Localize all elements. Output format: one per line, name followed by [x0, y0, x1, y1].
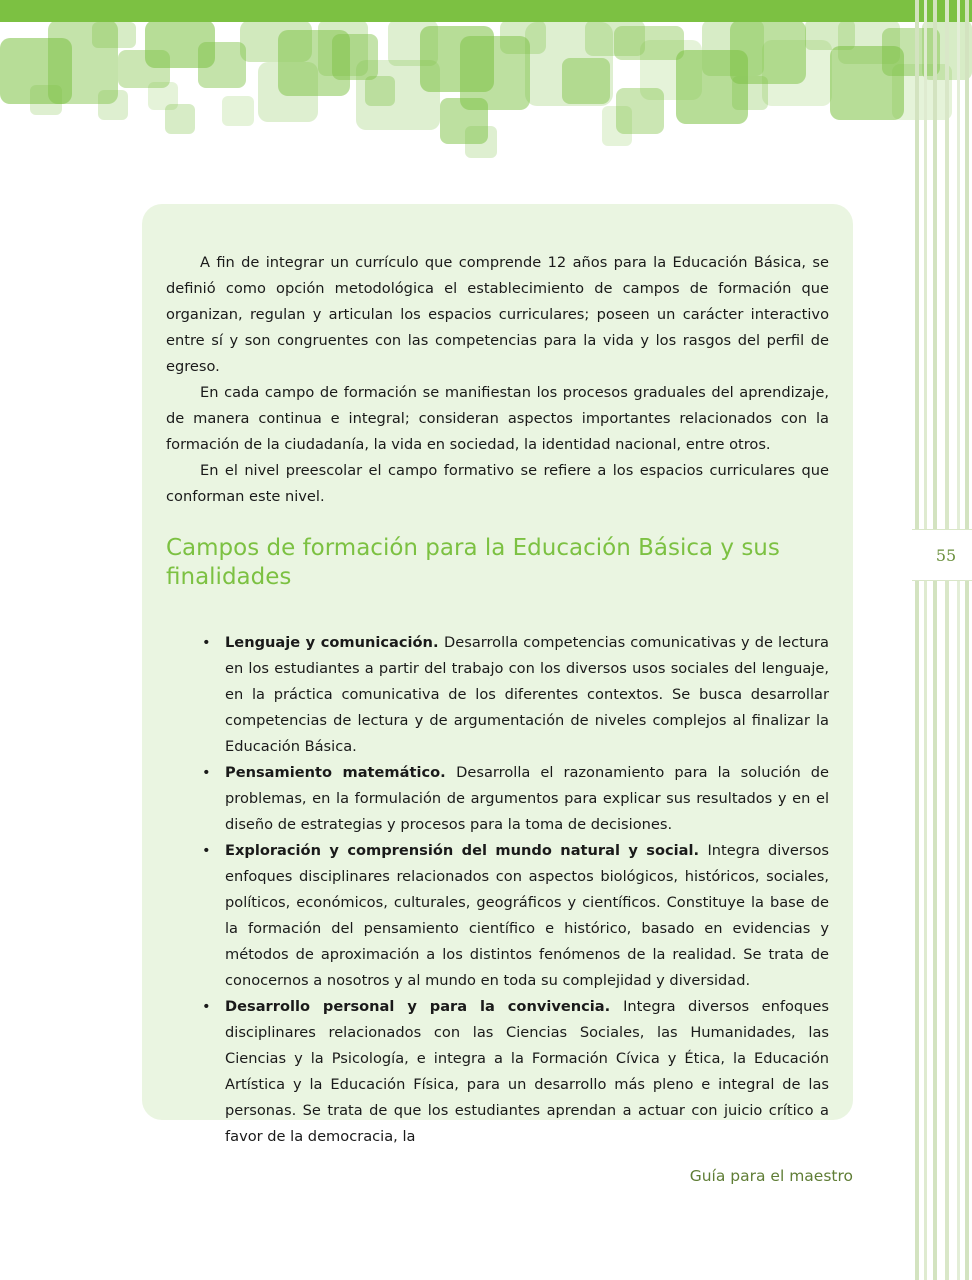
page-number: 55	[935, 545, 957, 565]
bullet-icon: •	[202, 998, 211, 1015]
list-item	[166, 760, 829, 838]
paragraph: En el nivel preescolar el campo formativo se refiere a los espacios curriculares que conforman este nivel.	[166, 462, 829, 505]
list-item-text: Integra diversos enfoques disciplinares relacionados con las Ciencias Sociales, las Humanidades, las Ciencias y la Psicología, e integra a la Formación Cívica y Ética, la Educación Artística y la Educación Física, para un desarrollo más pleno e integral de las personas. Se trata de que los estudiantes aprendan a actuar con juicio crítico a favor de la democracia, la	[225, 998, 829, 1145]
list-item	[166, 994, 829, 1150]
section-title: Campos de formación para la Educación Básica y sus finalidades	[166, 535, 780, 590]
paragraph: En cada campo de formación se manifiestan los procesos graduales del aprendizaje, de manera continua e integral; consideran aspectos importantes relacionados con la formación de la ciudadanía, la vida en sociedad, la identidad nacional, entre otros.	[166, 384, 829, 453]
list-item-text: Desarrolla competencias comunicativas y de lectura en los estudiantes a partir del trabajo con los diversos usos sociales del lenguaje, en la práctica comunicativa de los diferentes contextos. Se busca desarrollar competencias de lectura y de argumentación de niveles complejos al finalizar la Educación Básica.	[225, 634, 830, 755]
list-item	[166, 630, 829, 760]
list-item-title: Lenguaje y comunicación.	[225, 634, 444, 651]
page-number-box	[912, 529, 972, 581]
training-fields-list	[166, 630, 829, 1150]
list-item	[166, 838, 829, 994]
bullet-icon: •	[202, 634, 211, 651]
bullet-icon: •	[202, 842, 211, 859]
list-item-title: Exploración y comprensión del mundo natural y social.	[225, 842, 708, 859]
paragraph: A fin de integrar un currículo que comprende 12 años para la Educación Básica, se definió como opción metodológica el establecimiento de campos de formación que organizan, regulan y articulan los espacios curriculares; poseen un carácter interactivo entre sí y son congruentes con las competencias para la vida y los rasgos del perfil de egreso.	[166, 254, 829, 375]
body-text	[166, 250, 829, 1150]
footer-title: Guía para el maestro	[689, 1167, 853, 1185]
list-item-text: Integra diversos enfoques disciplinares relacionados con aspectos biológicos, históricos, sociales, políticos, económicos, culturales, geográficos y científicos. Constituye la base de la formación del pensamiento científico e histórico, basado en evidencias y métodos de aproximación a los distintos fenómenos de la realidad. Se trata de conocernos a nosotros y al mundo en toda su complejidad y diversidad.	[225, 842, 830, 989]
list-item-text: Desarrolla el razonamiento para la solución de problemas, en la formulación de argumentos para explicar sus resultados y en el diseño de estrategias y procesos para la toma de decisiones.	[225, 764, 829, 833]
list-item-title: Pensamiento matemático.	[225, 764, 457, 781]
decorative-squares-header	[0, 0, 972, 170]
decorative-stripes-right	[905, 0, 972, 1280]
bullet-icon: •	[202, 764, 211, 781]
list-item-title: Desarrollo personal y para la convivencia.	[225, 998, 624, 1015]
